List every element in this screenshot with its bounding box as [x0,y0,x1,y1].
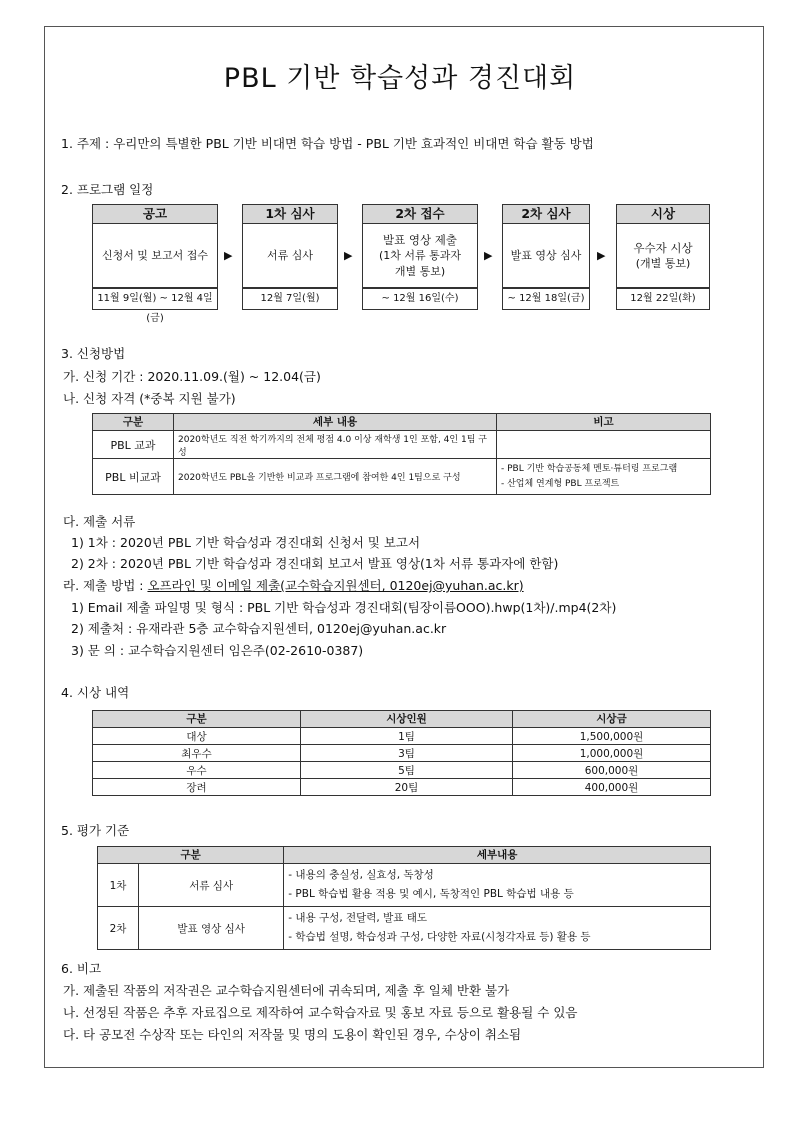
arrow-right-icon: ▶ [597,249,606,262]
schedule-date: 11월 9일(월) ~ 12월 4일(금) [92,288,218,310]
eval-heading: 5. 평가 기준 [61,823,130,838]
col-header: 구분 [93,414,174,431]
apply-heading: 3. 신청방법 [61,346,126,361]
prize-heading: 4. 시상 내역 [61,685,130,700]
submit-filename: 1) Email 제출 파일명 및 형식 : PBL 기반 학습성과 경진대회(팀장이름OOO).hwp(1차)/.mp4(2차) [71,600,617,615]
schedule-body: 서류 심사 [242,224,338,288]
notes-heading: 6. 비고 [61,961,102,976]
eval-table [97,846,711,950]
documents-heading: 다. 제출 서류 [63,514,136,529]
note-cancellation: 다. 타 공모전 수상작 또는 타인의 저작물 및 명의 도용이 확인된 경우, 수상이 취소됨 [63,1027,522,1042]
contact-info: 3) 문 의 : 교수학습지원센터 임은주(02-2610-0387) [71,643,364,658]
schedule-head: 공고 [92,204,218,224]
prize-table [92,710,711,796]
col-header: 세부내용 [284,847,711,864]
table-row: 대상 1팀 1,500,000원 [93,728,711,745]
col-header: 비고 [497,414,711,431]
schedule-date: 12월 22일(화) [616,288,710,310]
arrow-right-icon: ▶ [224,249,233,262]
eligibility-table [92,413,711,495]
schedule-head: 2차 접수 [362,204,478,224]
table-row: 2차 발표 영상 심사 - 내용 구성, 전달력, 발표 태도 - 학습법 설명, 학습성과 구성, 다양한 자료(시청각자료 등) 활용 등 [98,907,711,950]
schedule-body: 발표 영상 심사 [502,224,590,288]
col-header: 구분 [93,711,301,728]
table-row: 최우수 3팀 1,000,000원 [93,745,711,762]
note-usage: 나. 선정된 작품은 추후 자료집으로 제작하여 교수학습자료 및 홍보 자료 등으로 활용될 수 있음 [63,1005,578,1020]
table-row: 우수 5팀 600,000원 [93,762,711,779]
schedule-head: 시상 [616,204,710,224]
apply-period: 가. 신청 기간 : 2020.11.09.(월) ~ 12.04(금) [63,369,321,384]
page-title: PBL 기반 학습성과 경진대회 [223,63,577,94]
col-header: 시상금 [513,711,711,728]
schedule-heading: 2. 프로그램 일정 [61,182,154,197]
schedule-date: ~ 12월 18일(금) [502,288,590,310]
arrow-right-icon: ▶ [344,249,353,262]
schedule-body: 신청서 및 보고서 접수 [92,224,218,288]
schedule-body: 발표 영상 제출 (1차 서류 통과자 개별 통보) [362,224,478,288]
documents-second: 2) 2차 : 2020년 PBL 기반 학습성과 경진대회 보고서 발표 영상(1차 서류 통과자에 한함) [71,556,559,571]
col-header: 구분 [98,847,284,864]
col-header: 세부 내용 [174,414,497,431]
schedule-date: ~ 12월 16일(수) [362,288,478,310]
table-row: 1차 서류 심사 - 내용의 충실성, 실효성, 독창성 - PBL 학습법 활용 적용 및 예시, 독창적인 PBL 학습법 내용 등 [98,864,711,907]
col-header: 시상인원 [301,711,513,728]
documents-first: 1) 1차 : 2020년 PBL 기반 학습성과 경진대회 신청서 및 보고서 [71,535,421,550]
table-row: 장려 20팀 400,000원 [93,779,711,796]
note-copyright: 가. 제출된 작품의 저작권은 교수학습지원센터에 귀속되며, 제출 후 일체 반환 불가 [63,983,510,998]
arrow-right-icon: ▶ [484,249,493,262]
schedule-body: 우수자 시상 (개별 통보) [616,224,710,288]
schedule-head: 1차 심사 [242,204,338,224]
topic-line: 1. 주제 : 우리만의 특별한 PBL 기반 비대면 학습 방법 - PBL 기반 효과적인 비대면 학습 활동 방법 [61,136,594,151]
schedule-date: 12월 7일(월) [242,288,338,310]
table-row: PBL 비교과 2020학년도 PBL을 기반한 비교과 프로그램에 참여한 4인 1팀으로 구성 - PBL 기반 학습공동체 멘토·튜터링 프로그램 - 산업체 연계형 PBL 프로젝트 [93,459,711,495]
submit-location: 2) 제출처 : 유재라관 5층 교수학습지원센터, 0120ej@yuhan.ac.kr [71,621,447,636]
table-row: PBL 교과 2020학년도 직전 학기까지의 전체 평점 4.0 이상 재학생 1인 포함, 4인 1팀 구성 [93,431,711,459]
schedule-head: 2차 심사 [502,204,590,224]
apply-eligibility: 나. 신청 자격 (*중복 지원 불가) [63,391,236,406]
submit-method: 라. 제출 방법 : 오프라인 및 이메일 제출(교수학습지원센터, 0120ej@yuhan.ac.kr) [63,578,524,593]
